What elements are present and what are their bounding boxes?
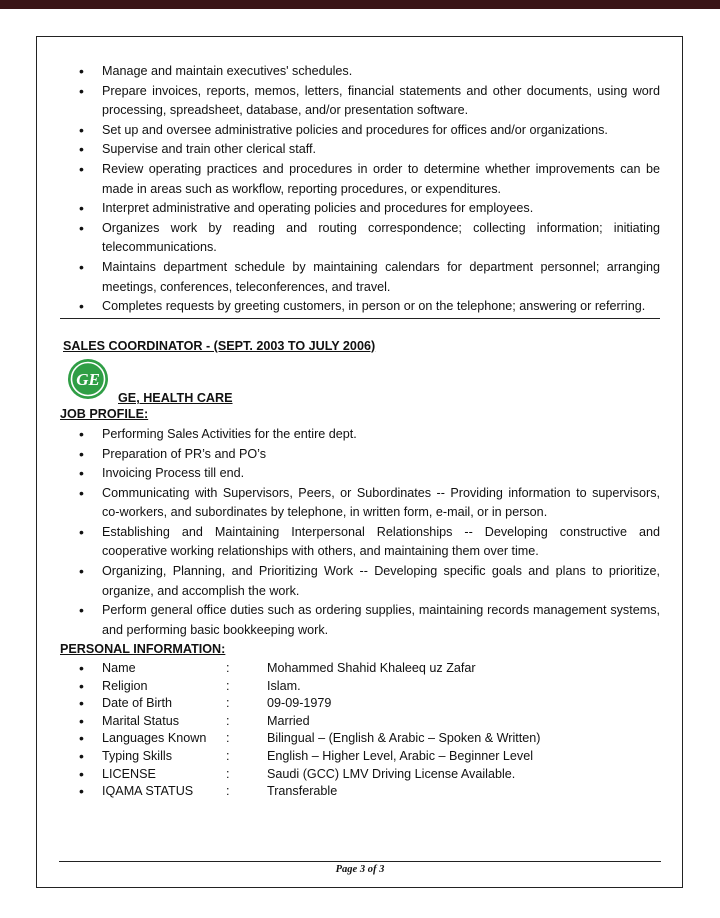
- list-item: • Supervise and train other clerical staff.: [60, 140, 660, 160]
- info-label: Marital Status: [102, 713, 179, 728]
- section-divider: [60, 318, 660, 319]
- list-item: • Maintains department schedule by maintaining calendars for department personnel; arranging meetings, conferences, teleconferences, and travel.: [60, 258, 660, 297]
- list-item: • Prepare invoices, reports, memos, letters, financial statements and other documents, using word processing, spreadsheet, database, and/or presentation software.: [60, 82, 660, 121]
- footer-divider: [59, 861, 661, 862]
- info-value: Mohammed Shahid Khaleeq uz Zafar: [267, 661, 476, 676]
- info-row: [60, 660, 660, 678]
- ge-logo-icon: [67, 358, 109, 400]
- info-row: [60, 783, 660, 801]
- info-row: [60, 748, 660, 766]
- info-value: Islam.: [267, 678, 301, 693]
- personal-info-heading: PERSONAL INFORMATION:: [60, 642, 226, 657]
- info-value: Saudi (GCC) LMV Driving License Available.: [267, 766, 516, 781]
- info-row: [60, 730, 660, 748]
- info-value: Transferable: [267, 784, 338, 799]
- info-label: Typing Skills: [102, 749, 172, 763]
- list-item: • Organizes work by reading and routing correspondence; collecting information; initiating telecommunications.: [60, 219, 660, 258]
- info-colon: :: [226, 784, 230, 799]
- info-value: Married: [267, 713, 310, 728]
- list-item: • Establishing and Maintaining Interpersonal Relationships -- Developing constructive and cooperative working relationships with others, and maintaining them over time.: [60, 523, 660, 562]
- list-item: • Communicating with Supervisors, Peers, or Subordinates -- Providing information to supervisors, co-workers, and subordinates by telephone, in written form, e-mail, or in person.: [60, 484, 660, 523]
- info-label: Date of Birth: [102, 696, 172, 711]
- list-item: • Performing Sales Activities for the entire dept.: [60, 425, 660, 445]
- list-item: • Invoicing Process till end.: [60, 464, 660, 484]
- info-value: Bilingual – (English & Arabic – Spoken & Written): [267, 731, 541, 746]
- info-row: [60, 713, 660, 731]
- job-title-heading: SALES COORDINATOR - (SEPT. 2003 TO JULY 2006): [63, 338, 376, 353]
- list-item: • Organizing, Planning, and Prioritizing Work -- Developing specific goals and plans to prioritize, organize, and accomplish the work.: [60, 562, 660, 601]
- info-label: Religion: [102, 678, 148, 693]
- info-colon: :: [226, 713, 230, 728]
- info-label: LICENSE: [102, 766, 156, 781]
- info-colon: :: [226, 678, 230, 693]
- ge-logo-text: GE: [76, 370, 100, 390]
- info-colon: :: [226, 731, 230, 746]
- info-colon: :: [226, 661, 230, 676]
- list-item: • Set up and oversee administrative policies and procedures for offices and/or organizations.: [60, 121, 660, 141]
- top-bar: [0, 0, 720, 9]
- info-value: English – Higher Level, Arabic – Beginner Level: [267, 749, 534, 763]
- page-number: Page 3 of 3: [335, 864, 385, 875]
- company-name: GE, HEALTH CARE: [118, 391, 233, 406]
- document-content: [60, 62, 660, 801]
- list-item: • Review operating practices and procedures in order to determine whether improvements can be made in areas such as workflow, reporting procedures, or expenditures.: [60, 160, 660, 199]
- info-colon: :: [226, 749, 230, 763]
- personal-info-list: [60, 660, 660, 801]
- info-label: IQAMA STATUS: [102, 784, 194, 799]
- info-label: Name: [102, 661, 136, 676]
- list-item: • Manage and maintain executives' schedules.: [60, 62, 660, 82]
- job-profile-list: [60, 425, 660, 641]
- info-colon: :: [226, 696, 230, 711]
- list-item: • Preparation of PR’s and PO’s: [60, 445, 660, 465]
- info-row: [60, 695, 660, 713]
- job-profile-heading: JOB PROFILE:: [60, 407, 149, 422]
- info-value: 09-09-1979: [267, 696, 332, 711]
- list-item: • Perform general office duties such as ordering supplies, maintaining records management systems, and performing basic bookkeeping work.: [60, 601, 660, 640]
- duties-list: [60, 62, 660, 317]
- list-item: • Interpret administrative and operating policies and procedures for employees.: [60, 199, 660, 219]
- info-row: [60, 766, 660, 784]
- info-row: [60, 678, 660, 696]
- list-item: • Completes requests by greeting customers, in person or on the telephone; answering or referring.: [60, 297, 660, 317]
- company-row: [60, 356, 660, 405]
- info-label: Languages Known: [102, 731, 207, 746]
- info-colon: :: [226, 766, 230, 781]
